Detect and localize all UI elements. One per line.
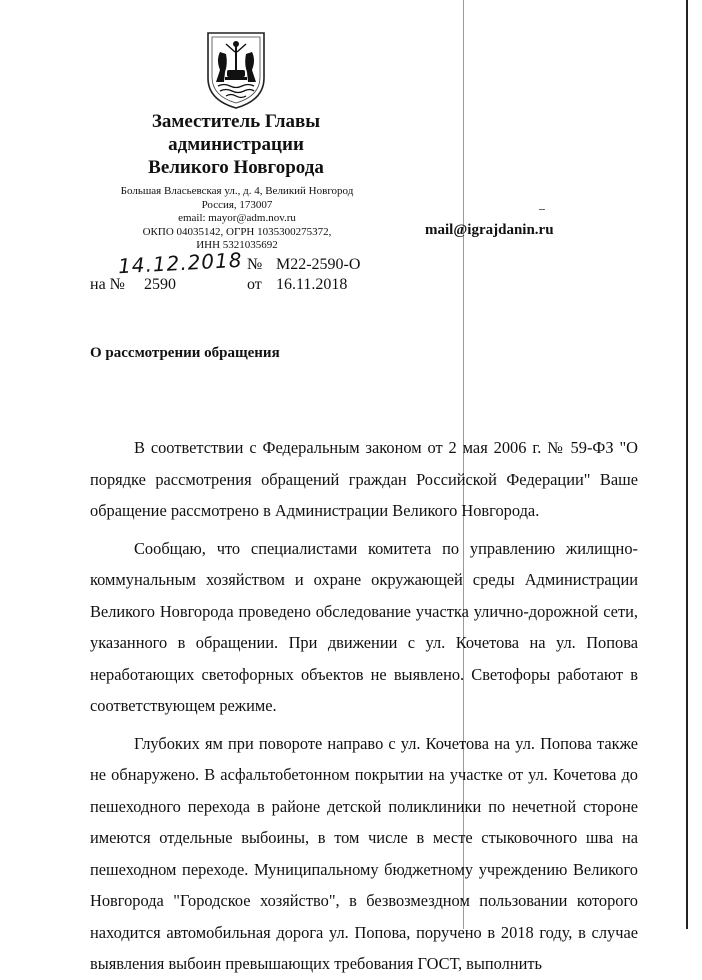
recipient-email: mail@igrajdanin.ru: [425, 222, 554, 238]
recipient-mark: [539, 209, 545, 210]
body-paragraph: Глубоких ям при повороте направо с ул. Кочетова на ул. Попова также не обнаружено. В асфальтобетонном покрытии на участке от ул. Кочетова до пешеходного перехода в районе детской поликлиники по нечетной стороне имеются отдельные выбоины, в том числе в месте стыковочного шва на пешеходном переходе. Муниципальному бюджетному учреждению Великого Новгорода "Городское хозяйство", в безвозмездном пользовании которого находится автомобильная дорога ул. Попова, поручено в 2018 году, в случае выявления выбоин превышающих требования ГОСТ, выполнить: [90, 733, 638, 973]
outgoing-number-label: №: [247, 256, 263, 273]
letter-subject: О рассмотрении обращения: [90, 345, 280, 361]
contact-email: email: mayor@adm.nov.ru: [178, 212, 296, 225]
coat-of-arms-icon: [204, 30, 268, 110]
contact-inn: ИНН 5321035692: [196, 239, 278, 252]
contact-country-postcode: Россия, 173007: [201, 198, 273, 211]
handwritten-date: 14.12.2018: [117, 247, 244, 279]
body-paragraph: Сообщаю, что специалистами комитета по управлению жилищно-коммунальным хозяйством и охране окружающей среды Администрации Великого Новгорода проведено обследование участка улично-дорожной сети, указанного в обращении. При движении с ул. Кочетова на ул. Попова неработающих светофорных объектов не выявлено. Светофоры работают в соответствующем режиме.: [90, 538, 638, 715]
organization-title-line: администрации: [168, 134, 304, 155]
organization-title-line: Великого Новгорода: [148, 157, 324, 178]
reference-date-label: от: [247, 276, 262, 293]
reference-number-label: на №: [90, 276, 125, 293]
organization-title: [118, 110, 354, 179]
letter-body: [90, 432, 638, 980]
contact-okpo-ogrn: ОКПО 04035142, ОГРН 1035300275372,: [142, 225, 332, 238]
reference-number: 2590: [144, 276, 176, 293]
contact-address: Большая Власьевская ул., д. 4, Великий Новгород: [120, 185, 354, 197]
reference-date: 16.11.2018: [276, 276, 348, 293]
organization-contacts: [104, 185, 370, 253]
body-paragraph: В соответствии с Федеральным законом от 2 мая 2006 г. № 59-ФЗ "О порядке рассмотрения обращений граждан Российской Федерации" Ваше обращение рассмотрено в Администрации Великого Новгорода.: [90, 438, 638, 520]
organization-title-line: Заместитель Главы: [151, 111, 321, 132]
outgoing-number: М22-2590-О: [276, 256, 361, 273]
page-edge: [686, 0, 688, 929]
